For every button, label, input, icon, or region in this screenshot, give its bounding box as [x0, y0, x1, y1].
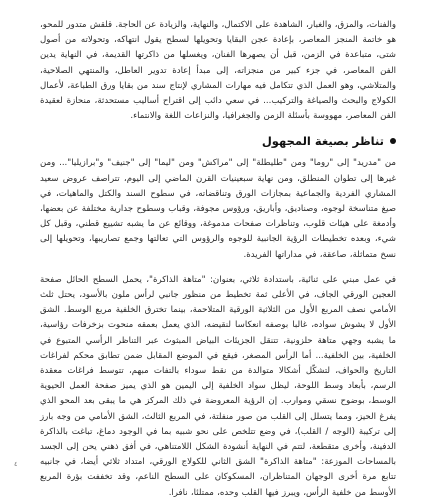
section-heading [40, 134, 396, 148]
page-number: ٤ [14, 460, 18, 468]
bullet-icon [390, 138, 396, 144]
body-paragraph-three: في عمل مبني على ثنائية، باستدادة ثلاثي، بعنوان: "متاهة الذاكرة"، يحمل السطح الحائل صفحة العجين الورقي الجاف، في الأعلى ثمة تخطيط من منظور جانبي لرأس ملون بالأسود، يحتل ثلث الأمامي نصف المربع الأول من الثلاثية الورقية المتلاحمة، بينما تخترق الخلفية مربع الوسط. الشق الأول لا يشوش سواده، غالبا بوصفه انعكاسا لنقيضه، الذي يعمل بعمقه منحوت بزخرفات رؤاسية، ما يشبه وجهي متاهة حلزونية، تتنقل الجزيئات البياض المبثوث عبر التناظر الرأسي المتبوع في الخلفية، بين الخلفية... أما الرأس المصغر، فيقع في الموضع المقابل ضمن تطابق محكم لفراغات التاريخ والحواف، لتشكّل أشكالا متوالدة من نقط سوداء بالتفات مبهم، تتوسط فراغات معقدة الرسم، بأبعاد وسط اللوحة، ليظل سواد الخلفية إلى اليمين هو الذي يميز صفحة العمل الحيوية الوسط، بوضوح نسقي وموارب. إن الرؤية المعروضة في ذلك المركز هي ما يبقى بعد المحو الذي يفرغ الحيز، ومما يتسلل إلى القلب من صور منفلتة، في المربع الثالث، الشق الأمامي من وجه بارز إلى تركيبة (الوجه / القلب)، في وضع تتلخص على نحو شبيه بما في الوجود دماغ، تباغت بالذاكرة الدفينة، وأخرى متقطعة، لتتم في النهاية أنشودة الشكل اللامتناهي، في أفق ذهني يحن إلى الجسد بالمساحات الموزعة: "متاهة الذاكرة" الشق الثاني للكولاج الورقي، امتداد ثلاثي أيضا، في جانبيه تتابع مرة أخرى الوجهان المتناظران، المسكوكان على السطح الناعم، وقد تخففت بؤرة المربع الأوسط من خلفية الرأس، ويبرز فيها القلب وحده، ممتلئا، نافرا. [40, 274, 396, 498]
section-heading-text: تناظر بصيغة المجهول [261, 134, 384, 149]
intro-paragraph: والفنات، والمزق، والغبار، الشاهدة على الاكتمال، والنهاية، والزيادة عن الحاجة. قلقش متدور للمحو، هو خاتمة المنجز المعاصر، بإعادة عجن البقايا وتحويلها لسطح يقول انتهاكه، وتحولاته من أصول شتى، متباعدة في الزمن، قبل أن يصهرها الفنان، ويغسلها من ذاكرتها القديمة، في النهاية يدين الفن المعاصر، في جزء كبير من منجزاته، إلى مبدأ إعادة تدوير العاطل، والمنتهي الصلاحية، والمتلاشي، وهو العمل الذي تتكامل فيه مهارات المشاري لإنتاج سند من بقايا ورق الطباعة، لأعمال الكولاج والبحث والصياغة والتركيب... في سعي دائب إلى اقتراح أساليب مستحدثة، منحازة لعقيدة الفن المعاصر، مهووسة بأسئلة الزمن والجغرافيا، والنزاعات اللغة والانتماء. [40, 20, 396, 122]
body-paragraph-two: من "مدريد" إلى "روما" ومن "طليطلة" إلى "مراكش" ومن "ليما" إلى "جنيف" و"برازيليا"... ومن غيرها إلى تطوان المنطلق، ومن نهاية سبعينيات القرن الماضي إلى اليوم، تتراصف عروض سعيد المشاري الفردية والجماعية بمجازات الورق وتناقضاته، في سطوح السند والكتل والماهيات، في صيغ متناسخة لوجوه، وصناديق، وأباريق، ورؤوس مجوفة، وقباب وسطوح جدارية مختلفة عن بعضها، وأدمغة على هيئات قلوب، وتناظرات صفحات مدموغة، ووقائع عن ما يشبه تشييع قطني، وقبل كل شيء، وبعده تخطيطات الرؤية الجانبية للوجوه والرؤوس التي تعالتها وجمع تصاريبها، وتحويلها إلى نسخ متماثلة، صاعقة، في مداراتها الفريدة. [40, 158, 396, 260]
